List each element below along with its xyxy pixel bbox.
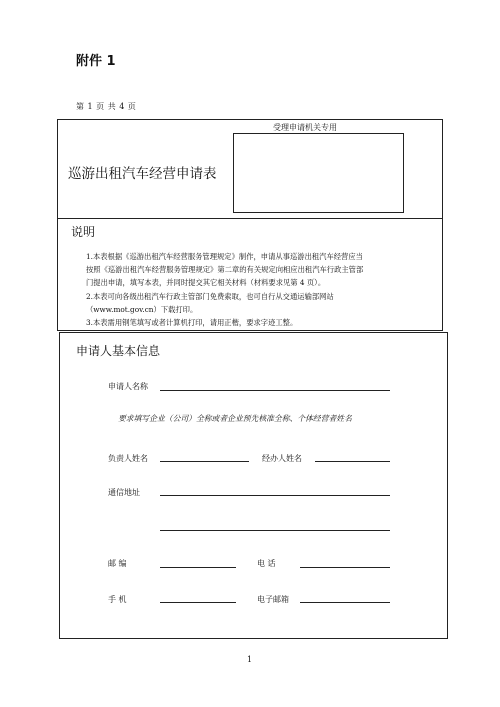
responsible-person-label: 负责人姓名 <box>108 454 148 463</box>
address-label: 通信地址 <box>108 488 140 497</box>
mobile-field[interactable] <box>160 602 236 603</box>
office-use-label: 受理申请机关专用 <box>273 123 337 132</box>
page-number: 1 <box>247 655 253 664</box>
address-field-line-2[interactable] <box>160 530 390 531</box>
applicant-info-box <box>59 332 448 639</box>
note-line: 1.本表根据《巡游出租汽车经营服务管理规定》制作，申请从事巡游出租汽车经营应当 <box>86 252 363 261</box>
form-title: 巡游出租汽车经营申请表 <box>68 166 217 182</box>
phone-label: 电 话 <box>257 559 276 568</box>
page-info: 第 1 页 共 4 页 <box>76 102 137 111</box>
attachment-label: 附件 1 <box>76 54 116 69</box>
email-label: 电子邮箱 <box>257 595 289 604</box>
note-line: 门提出申请，填写本表，并同时提交其它相关材料（材料要求见第 4 页）。 <box>86 278 326 287</box>
responsible-person-field[interactable] <box>160 461 249 462</box>
note-line: 2.本表可向各级出租汽车行政主管部门免费索取，也可自行从交通运输部网站 <box>86 292 334 301</box>
applicant-name-field[interactable] <box>160 390 390 391</box>
note-line: （www.mot.gov.cn）下载打印。 <box>86 305 198 314</box>
note-line: 按照《巡游出租汽车经营服务管理规定》第二章的有关规定向相应出租汽车行政主管部 <box>86 265 364 274</box>
office-use-box <box>233 133 404 213</box>
applicant-section-title: 申请人基本信息 <box>76 344 161 358</box>
email-field[interactable] <box>300 602 390 603</box>
note-line: 3.本表需用钢笔填写或者计算机打印，请用正楷，要求字迹工整。 <box>86 318 298 327</box>
postcode-field[interactable] <box>160 567 236 568</box>
mobile-label: 手 机 <box>108 595 127 604</box>
postcode-label: 邮 编 <box>108 559 127 568</box>
handler-field[interactable] <box>315 461 390 462</box>
address-field-line-1[interactable] <box>160 495 390 496</box>
phone-field[interactable] <box>300 567 390 568</box>
handler-label: 经办人姓名 <box>262 454 302 463</box>
applicant-name-hint: 要求填写企业（公司）全称或者企业预先核准全称、个体经营者姓名 <box>118 414 352 423</box>
applicant-name-label: 申请人名称 <box>108 382 148 391</box>
notes-title: 说明 <box>71 225 96 239</box>
